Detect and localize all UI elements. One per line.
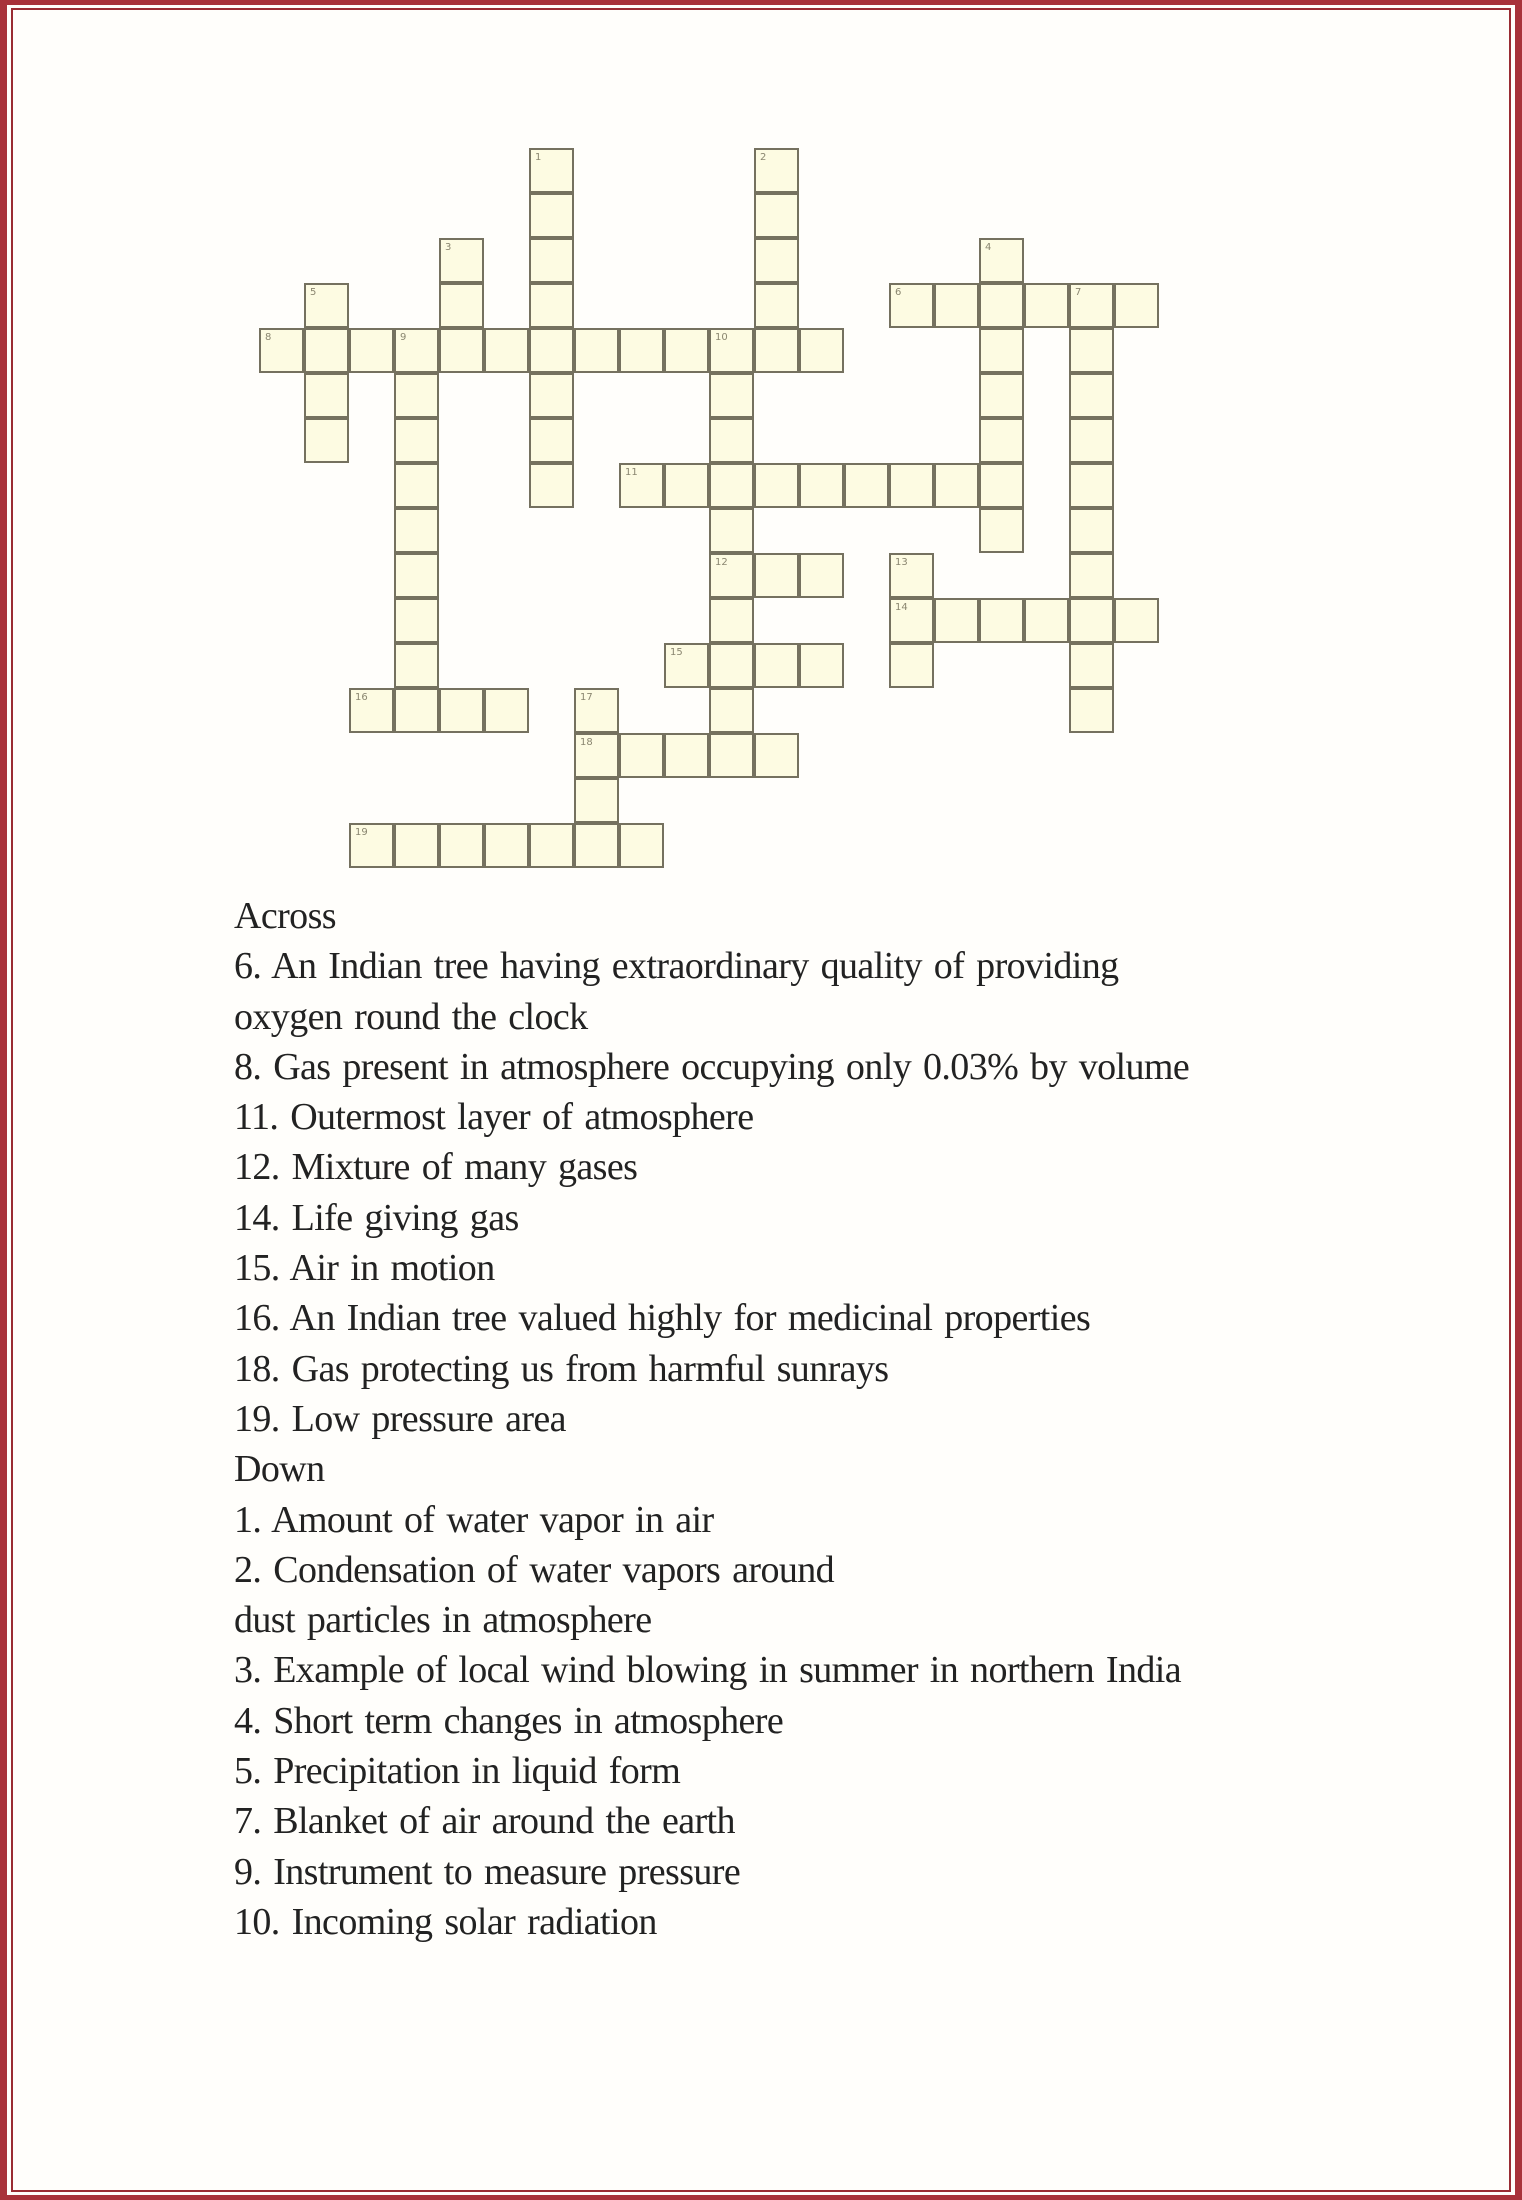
down-clue: 7. Blanket of air around the earth	[234, 1800, 735, 1843]
crossword-cell[interactable]	[529, 823, 574, 868]
crossword-cell[interactable]	[484, 328, 529, 373]
crossword-cell[interactable]	[349, 823, 394, 868]
crossword-cell[interactable]	[664, 328, 709, 373]
crossword-cell[interactable]	[799, 553, 844, 598]
crossword-cell[interactable]	[439, 688, 484, 733]
across-heading: Across	[234, 895, 336, 937]
crossword-cell[interactable]	[484, 688, 529, 733]
crossword-cell[interactable]	[1024, 283, 1069, 328]
crossword-cell[interactable]	[394, 373, 439, 418]
crossword-cell[interactable]	[709, 373, 754, 418]
crossword-cell[interactable]	[439, 823, 484, 868]
crossword-cell[interactable]	[574, 778, 619, 823]
crossword-cell[interactable]	[1069, 463, 1114, 508]
crossword-cell[interactable]	[754, 553, 799, 598]
crossword-cell[interactable]	[709, 688, 754, 733]
crossword-cell[interactable]	[1069, 598, 1114, 643]
crossword-cell[interactable]	[979, 238, 1024, 283]
across-clue: 12. Mixture of many gases	[234, 1146, 638, 1189]
crossword-cell[interactable]	[754, 238, 799, 283]
crossword-cell[interactable]	[529, 283, 574, 328]
across-clue: 6. An Indian tree having extraordinary quality of providing	[234, 945, 1119, 988]
crossword-cell[interactable]	[709, 463, 754, 508]
across-clue: 11. Outermost layer of atmosphere	[234, 1096, 754, 1139]
crossword-cell[interactable]	[889, 553, 934, 598]
down-clue: 9. Instrument to measure pressure	[234, 1850, 741, 1893]
clue-number: 10	[715, 332, 728, 343]
crossword-cell[interactable]	[439, 238, 484, 283]
clue-number: 2	[760, 152, 767, 163]
clue-number: 7	[1075, 287, 1082, 298]
crossword-cell[interactable]	[574, 733, 619, 778]
crossword-cell[interactable]	[529, 373, 574, 418]
crossword-cell[interactable]	[799, 328, 844, 373]
crossword-cell[interactable]	[574, 823, 619, 868]
crossword-cell[interactable]	[979, 463, 1024, 508]
crossword-cell[interactable]	[709, 553, 754, 598]
crossword-cell[interactable]	[979, 508, 1024, 553]
clue-number: 5	[310, 287, 317, 298]
crossword-cell[interactable]	[349, 688, 394, 733]
down-clue: 3. Example of local wind blowing in summer in northern India	[234, 1649, 1181, 1692]
clue-number: 17	[580, 692, 593, 703]
crossword-cell[interactable]	[394, 463, 439, 508]
crossword-cell[interactable]	[664, 733, 709, 778]
clue-number: 14	[895, 602, 908, 613]
crossword-cell[interactable]	[394, 553, 439, 598]
crossword-cell[interactable]	[709, 643, 754, 688]
across-clue: 14. Life giving gas	[234, 1196, 519, 1239]
crossword-cell[interactable]	[259, 328, 304, 373]
crossword-cell[interactable]	[754, 148, 799, 193]
crossword-cell[interactable]	[529, 193, 574, 238]
crossword-cell[interactable]	[439, 328, 484, 373]
crossword-cell[interactable]	[394, 418, 439, 463]
crossword-cell[interactable]	[844, 463, 889, 508]
crossword-cell[interactable]	[619, 823, 664, 868]
crossword-cell[interactable]	[979, 373, 1024, 418]
down-clue: 2. Condensation of water vapors around	[234, 1548, 835, 1591]
crossword-cell[interactable]	[934, 598, 979, 643]
clue-number: 9	[400, 332, 407, 343]
crossword-cell[interactable]	[304, 373, 349, 418]
crossword-cell[interactable]	[889, 598, 934, 643]
crossword-cell[interactable]	[889, 283, 934, 328]
crossword-cell[interactable]	[394, 598, 439, 643]
clue-number: 8	[265, 332, 272, 343]
crossword-cell[interactable]	[934, 463, 979, 508]
crossword-cell[interactable]	[349, 328, 394, 373]
crossword-cell[interactable]	[979, 283, 1024, 328]
down-clue: 5. Precipitation in liquid form	[234, 1750, 681, 1793]
clue-number: 1	[535, 152, 542, 163]
clue-list	[234, 891, 1189, 1947]
clue-number: 18	[580, 737, 593, 748]
crossword-cell[interactable]	[889, 643, 934, 688]
crossword-cell[interactable]	[799, 463, 844, 508]
crossword-cell[interactable]	[619, 328, 664, 373]
crossword-cell[interactable]	[394, 328, 439, 373]
crossword-cell[interactable]	[1069, 688, 1114, 733]
crossword-cell[interactable]	[1069, 283, 1114, 328]
clue-number: 12	[715, 557, 728, 568]
across-clue: 18. Gas protecting us from harmful sunrays	[234, 1347, 889, 1390]
crossword-cell[interactable]	[1114, 598, 1159, 643]
crossword-cell[interactable]	[1069, 373, 1114, 418]
crossword-cell[interactable]	[529, 418, 574, 463]
crossword-cell[interactable]	[754, 733, 799, 778]
down-clue: 1. Amount of water vapor in air	[234, 1498, 714, 1541]
across-clue: 8. Gas present in atmosphere occupying only 0.03% by volume	[234, 1045, 1190, 1088]
crossword-cell[interactable]	[304, 283, 349, 328]
crossword-cell[interactable]	[394, 643, 439, 688]
crossword-cell[interactable]	[709, 508, 754, 553]
crossword-cell[interactable]	[664, 463, 709, 508]
crossword-cell[interactable]	[394, 508, 439, 553]
crossword-cell[interactable]	[1069, 328, 1114, 373]
clue-number: 11	[625, 467, 638, 478]
crossword-cell[interactable]	[979, 328, 1024, 373]
crossword-cell[interactable]	[1024, 598, 1069, 643]
clue-number: 15	[670, 647, 683, 658]
crossword-cell[interactable]	[574, 688, 619, 733]
crossword-cell[interactable]	[529, 238, 574, 283]
crossword-cell[interactable]	[754, 283, 799, 328]
down-heading: Down	[234, 1448, 325, 1491]
crossword-cell[interactable]	[664, 643, 709, 688]
crossword-cell[interactable]	[709, 733, 754, 778]
across-clue: oxygen round the clock	[234, 995, 588, 1038]
crossword-cell[interactable]	[529, 148, 574, 193]
crossword-cell[interactable]	[1069, 508, 1114, 553]
crossword-cell[interactable]	[889, 463, 934, 508]
down-clue: 4. Short term changes in atmosphere	[234, 1699, 784, 1742]
crossword-cell[interactable]	[304, 418, 349, 463]
crossword-cell[interactable]	[754, 328, 799, 373]
crossword-cell[interactable]	[709, 328, 754, 373]
clue-number: 16	[355, 692, 368, 703]
crossword-cell[interactable]	[979, 418, 1024, 463]
clue-number: 6	[895, 287, 902, 298]
crossword-cell[interactable]	[1114, 283, 1159, 328]
down-clue: dust particles in atmosphere	[234, 1599, 652, 1642]
crossword-cell[interactable]	[619, 463, 664, 508]
crossword-cell[interactable]	[529, 463, 574, 508]
crossword-cell[interactable]	[934, 283, 979, 328]
crossword-cell[interactable]	[709, 418, 754, 463]
crossword-cell[interactable]	[979, 598, 1024, 643]
crossword-cell[interactable]	[394, 823, 439, 868]
crossword-cell[interactable]	[754, 193, 799, 238]
across-clue: 19. Low pressure area	[234, 1397, 566, 1440]
crossword-cell[interactable]	[394, 688, 439, 733]
crossword-cell[interactable]	[529, 328, 574, 373]
crossword-cell[interactable]	[799, 643, 844, 688]
crossword-cell[interactable]	[574, 328, 619, 373]
crossword-cell[interactable]	[754, 463, 799, 508]
clue-number: 4	[985, 242, 992, 253]
crossword-cell[interactable]	[1069, 553, 1114, 598]
across-clue: 15. Air in motion	[234, 1247, 495, 1290]
crossword-cell[interactable]	[439, 283, 484, 328]
crossword-cell[interactable]	[754, 643, 799, 688]
crossword-cell[interactable]	[484, 823, 529, 868]
clue-number: 19	[355, 827, 368, 838]
across-clue: 16. An Indian tree valued highly for medicinal properties	[234, 1297, 1091, 1340]
crossword-cell[interactable]	[1069, 418, 1114, 463]
crossword-cell[interactable]	[304, 328, 349, 373]
down-clue: 10. Incoming solar radiation	[234, 1900, 657, 1943]
crossword-cell[interactable]	[1069, 643, 1114, 688]
crossword-cell[interactable]	[619, 733, 664, 778]
clue-number: 13	[895, 557, 908, 568]
crossword-cell[interactable]	[709, 598, 754, 643]
clue-number: 3	[445, 242, 452, 253]
